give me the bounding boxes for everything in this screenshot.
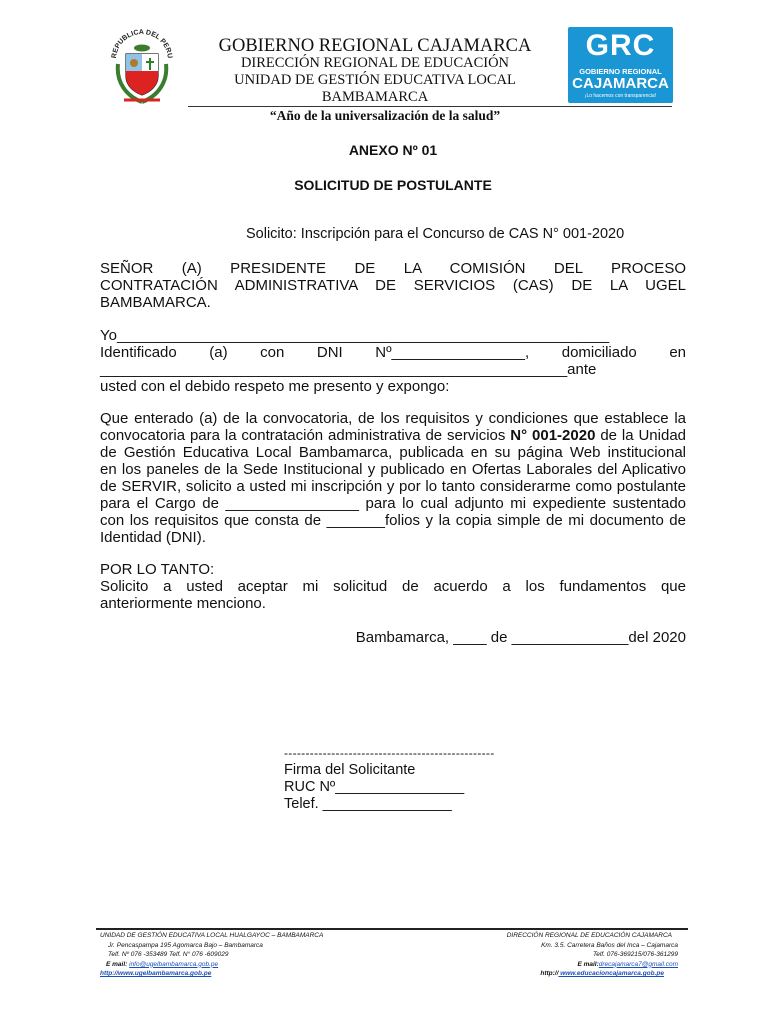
footer-right [507,931,678,979]
logo-line-2: CAJAMARCA [572,75,669,92]
addressee-line: BAMBAMARCA. [100,294,211,311]
header-line-unit: UNIDAD DE GESTIÓN EDUCATIVA LOCAL [234,72,516,88]
footer-right-line: Telf. 076-369215/076-361299 [592,951,678,958]
email-label: E mail: [577,960,599,968]
footer-right-url-link[interactable]: www.educacioncajamarca.gob.pe [558,970,664,977]
email-label: E mail: [106,960,130,968]
body-text: convocatoria para la contratación administrativa de servicios [100,427,511,444]
signature-line: ------------------------------------------------- [284,746,495,760]
identity-word: domiciliado [561,344,637,361]
header-line-location: BAMBAMARCA [321,89,429,105]
address-field-line: ________________________________________________________ante [100,361,597,378]
body-line: en los paneles de la Sede Institucional y publicado en Ofertas Laborales del Aplicativo [100,461,686,478]
conclusion-heading: POR LO TANTO: [100,561,215,578]
body-line: con los requisitos que consta de _______folios y la copia simple de mi documento de [100,512,686,529]
footer-right-email-line [507,960,678,970]
signature-block [284,745,495,813]
footer-right-url-line [507,969,678,979]
gobierno-regional-cajamarca-logo [568,27,673,103]
header-divider [188,106,672,107]
footer-left-url-link[interactable]: http://www.ugelbambamarca.gob.pe [100,970,212,977]
conclusion-block [100,561,686,612]
cas-number-bold: N° 001-2020 [510,427,596,444]
footer-left-email-line [100,960,323,970]
date-line: Bambamarca, ____ de ______________del 2020 [355,629,686,646]
body-line: de SERVIR, solicito a usted mi inscripción y por lo tanto considerarme como postulante [100,478,686,495]
footer-left-url-line [100,969,323,979]
identity-word: (a) [209,344,228,361]
identity-closing-line: usted con el debido respeto me presento y expongo: [100,378,450,395]
svg-text:REPUBLICA DEL PERU: REPUBLICA DEL PERU [110,28,174,59]
identity-word: Identificado [100,344,177,361]
body-line: Que enterado (a) de la convocatoria, de los requisitos y condiciones que establece la [100,410,686,427]
footer-right-line: DIRECCIÓN REGIONAL DE EDUCACIÓN CAJAMARCA [506,932,672,939]
request-subject: Solicito: Inscripción para el Concurso de CAS N° 001-2020 [246,226,625,242]
logo-mark: GRC [585,29,656,62]
identity-word: con [260,344,285,361]
footer-right-line: Km. 3.5. Carretera Baños del Inca – Cajamarca [541,941,678,949]
body-text: de la Unidad [595,427,686,444]
footer-divider [96,928,688,930]
conclusion-line: Solicito a usted aceptar mi solicitud de acuerdo a los fundamentos que [100,578,686,595]
identity-word: en [669,344,686,361]
footer-left-line: Jr. Pencaspampa 195 Agomarca Bajo – Bambamarca [108,941,263,949]
body-line: de Gestión Educativa Local Bambamarca, publicada en su página Web institucional [100,444,686,461]
body-paragraph [100,410,686,546]
footer-left [100,931,323,979]
addressee-line: CONTRATACIÓN ADMINISTRATIVA DE SERVICIOS (CAS) DE LA UGEL [100,277,686,294]
year-slogan: “Año de la universalización de la salud” [269,108,501,123]
name-field-line: Yo___________________________________________________________ [100,327,610,344]
header-line-government: GOBIERNO REGIONAL CAJAMARCA [218,36,532,56]
signature-label: Firma del Solicitante [284,762,416,778]
logo-line-1: GOBIERNO REGIONAL [579,67,662,76]
ruc-field: RUC Nº________________ [284,779,465,795]
footer-right-email-link[interactable]: drecajamarca7@gmail.com [598,960,678,968]
footer-left-line: Telf. Nº 076 -353489 Telf. N° 076 -609029 [108,951,229,958]
logo-tagline: ¡Lo hacemos con transparencia! [584,93,657,99]
footer-left-email-link[interactable]: info@ugelbambamarca.gob.pe [129,960,219,968]
dni-blank: Nº________________, [375,344,530,361]
header-line-direction: DIRECCIÓN REGIONAL DE EDUCACIÓN [240,55,510,71]
conclusion-line: anteriormente menciono. [100,595,266,612]
body-line [100,427,686,444]
url-prefix: http:// [540,970,559,977]
body-line: para el Cargo de ________________ para lo cual adjunto mi expediente sustentado [100,495,686,512]
footer-left-line: UNIDAD DE GESTIÓN EDUCATIVA LOCAL HUALGAYOC – BAMBAMARCA [100,932,324,939]
phone-field: Telef. ________________ [284,796,452,812]
identity-word: DNI [316,344,343,361]
peru-coat-of-arms-logo [106,20,178,108]
body-line: Identidad (DNI). [100,529,206,546]
document-title: SOLICITUD DE POSTULANTE [294,177,492,193]
addressee-line: SEÑOR (A) PRESIDENTE DE LA COMISIÓN DEL PROCESO [100,260,686,277]
addressee-block [100,260,686,311]
dni-field-line [100,344,686,361]
annex-number: ANEXO Nº 01 [348,142,438,158]
identity-block [100,327,686,395]
